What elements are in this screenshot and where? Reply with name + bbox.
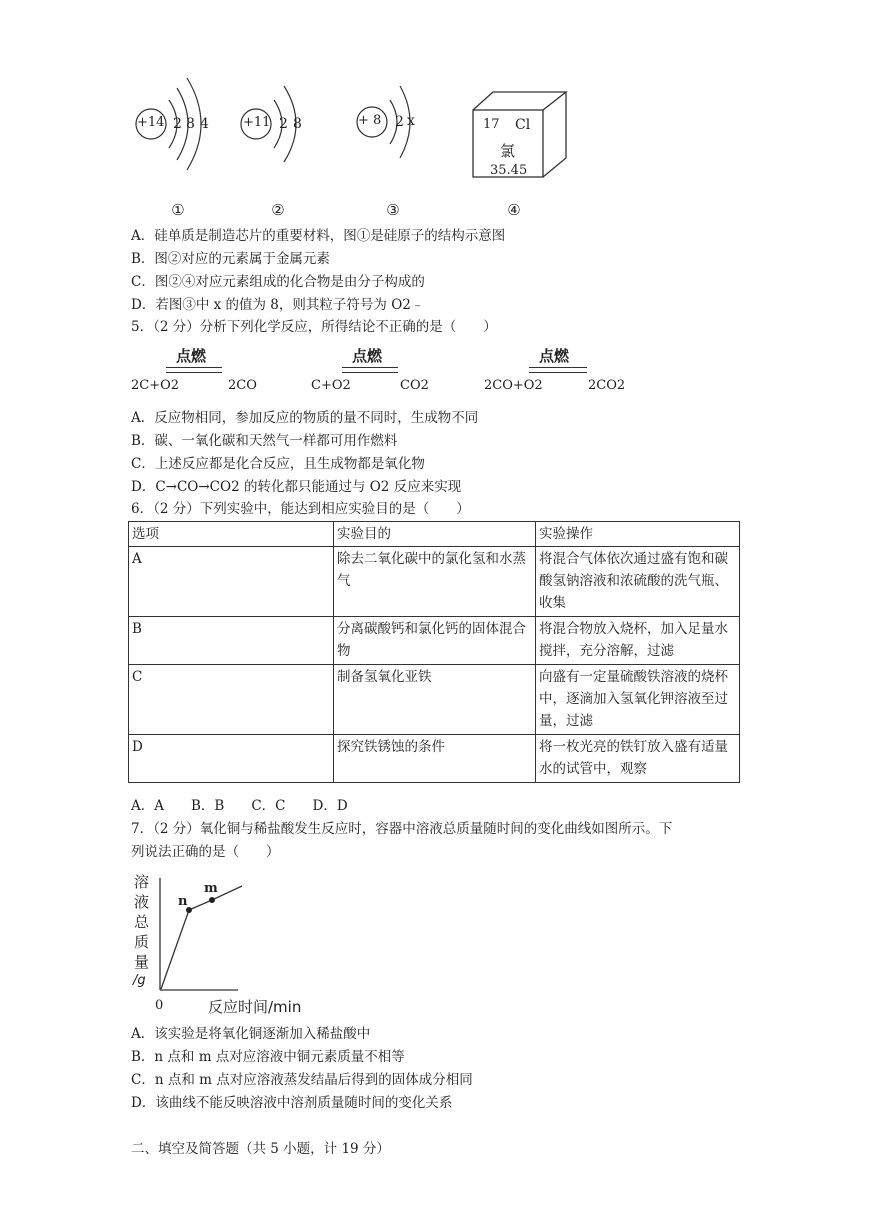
figure-caption: ①: [171, 201, 185, 219]
nucleus-charge: +11: [243, 115, 271, 130]
q5-option-d: D．C→CO→CO2 的转化都只能通过与 O2 反应来实现: [131, 479, 462, 495]
element-symbol: Cl: [515, 117, 531, 133]
reaction-condition: 点燃: [176, 347, 207, 365]
reaction-reactants: 2C+O2: [131, 378, 180, 393]
table-cell: B: [129, 617, 334, 665]
table-cell: 分离碳酸钙和氯化钙的固体混合物: [334, 617, 536, 665]
reaction-condition: 点燃: [539, 347, 570, 365]
q7-option-a: A．该实验是将氧化铜逐渐加入稀盐酸中: [131, 1026, 371, 1042]
shell-electrons: 8: [186, 116, 195, 132]
q7-stem-line2: 列说法正确的是（ ）: [131, 844, 280, 860]
q5-option-b: B．碳、一氧化碳和天然气一样都可用作燃料: [131, 433, 398, 449]
table-cell: 向盛有一定量硫酸铁溶液的烧杯中，逐滴加入氢氧化钾溶液至过量，过滤: [536, 665, 740, 735]
atomic-mass: 35.45: [490, 163, 528, 178]
table-row: [129, 665, 740, 735]
q7-option-b: B．n 点和 m 点对应溶液中铜元素质量不相等: [131, 1049, 405, 1065]
reaction-condition: 点燃: [352, 347, 383, 365]
table-cell: 除去二氧化碳中的氯化氢和水蒸气: [334, 547, 536, 617]
nucleus-charge: + 8: [358, 113, 382, 128]
table-cell: D: [129, 735, 334, 783]
reaction-products: 2CO: [228, 378, 257, 393]
table-header-row: [129, 522, 740, 547]
reaction-products: 2CO2: [588, 378, 626, 393]
q4-option-c: C．图②④对应元素组成的化合物是由分子构成的: [131, 274, 425, 290]
experiment-table: [128, 521, 740, 783]
atom-diagram-3: [354, 70, 434, 175]
q6-stem: 6．（2 分）下列实验中，能达到相应实验目的是（ ）: [131, 501, 470, 517]
figure-caption: ④: [507, 201, 521, 219]
table-cell: 探究铁锈蚀的条件: [334, 735, 536, 783]
atomic-number: 17: [483, 117, 500, 132]
table-row: [129, 735, 740, 783]
table-cell: C: [129, 665, 334, 735]
atom-diagram-1: [133, 70, 223, 175]
shell-electrons: x: [407, 113, 415, 129]
shell-electrons: 8: [293, 116, 302, 132]
reaction-reactants: C+O2: [311, 378, 351, 393]
atom-diagram-2: [238, 70, 318, 175]
table-header: 实验操作: [536, 522, 740, 547]
mass-time-graph: [128, 868, 318, 1028]
shell-electrons: 2: [173, 116, 182, 132]
q7-option-d: D．该曲线不能反映溶液中溶剂质量随时间的变化关系: [131, 1095, 453, 1111]
q5-option-c: C．上述反应都是化合反应，且生成物都是氧化物: [131, 456, 425, 472]
reaction-products: CO2: [400, 378, 429, 393]
q4-option-b: B．图②对应的元素属于金属元素: [131, 251, 330, 267]
figure-caption: ②: [271, 201, 285, 219]
point-n-label: n: [178, 894, 188, 909]
element-name: 氯: [500, 142, 516, 160]
q5-option-a: A．反应物相同，参加反应的物质的量不同时，生成物不同: [131, 410, 479, 426]
q7-stem-line1: 7．（2 分）氧化铜与稀盐酸发生反应时，容器中溶液总质量随时间的变化曲线如图所示。下: [131, 821, 673, 837]
figure-caption: ③: [386, 201, 400, 219]
y-axis-label: 溶 液 总 质 量: [134, 873, 150, 971]
q7-option-c: C．n 点和 m 点对应溶液蒸发结晶后得到的固体成分相同: [131, 1072, 473, 1088]
table-row: [129, 617, 740, 665]
section-2-title: 二、填空及简答题（共 5 小题，计 19 分）: [131, 1141, 390, 1157]
nucleus-charge: +14: [137, 115, 165, 130]
table-cell: 将一枚光亮的铁钉放入盛有适量水的试管中，观察: [536, 735, 740, 783]
shell-electrons: 4: [200, 116, 209, 132]
shell-electrons: 2: [395, 114, 404, 130]
double-arrow-line: [529, 367, 587, 373]
reaction-reactants: 2CO+O2: [484, 378, 543, 393]
q4-option-d: D．若图③中 x 的值为 8，则其粒子符号为 O2﹣: [131, 297, 425, 313]
table-cell: 将混合气体依次通过盛有饱和碳酸氢钠溶液和浓硫酸的洗气瓶、收集: [536, 547, 740, 617]
table-cell: 将混合物放入烧杯，加入足量水搅拌，充分溶解，过滤: [536, 617, 740, 665]
shell-electrons: 2: [279, 116, 288, 132]
table-cell: 制备氢氧化亚铁: [334, 665, 536, 735]
double-arrow-line: [342, 367, 398, 373]
x-axis-label: 反应时间/min: [208, 998, 302, 1016]
q4-option-a: A．硅单质是制造芯片的重要材料，图①是硅原子的结构示意图: [131, 228, 506, 244]
y-axis-unit: /g: [133, 973, 146, 988]
table-header: 选项: [129, 522, 334, 547]
point-m-label: m: [204, 881, 218, 896]
table-cell: A: [129, 547, 334, 617]
double-arrow-line: [166, 367, 222, 373]
point-m-marker: [209, 897, 215, 903]
q6-options: A．A B．B C．C D．D: [131, 798, 348, 814]
table-header: 实验目的: [334, 522, 536, 547]
table-row: [129, 547, 740, 617]
q5-stem: 5．（2 分）分析下列化学反应，所得结论不正确的是（ ）: [131, 319, 497, 335]
periodic-element-cell: [472, 104, 564, 186]
origin-label: 0: [155, 998, 164, 1013]
